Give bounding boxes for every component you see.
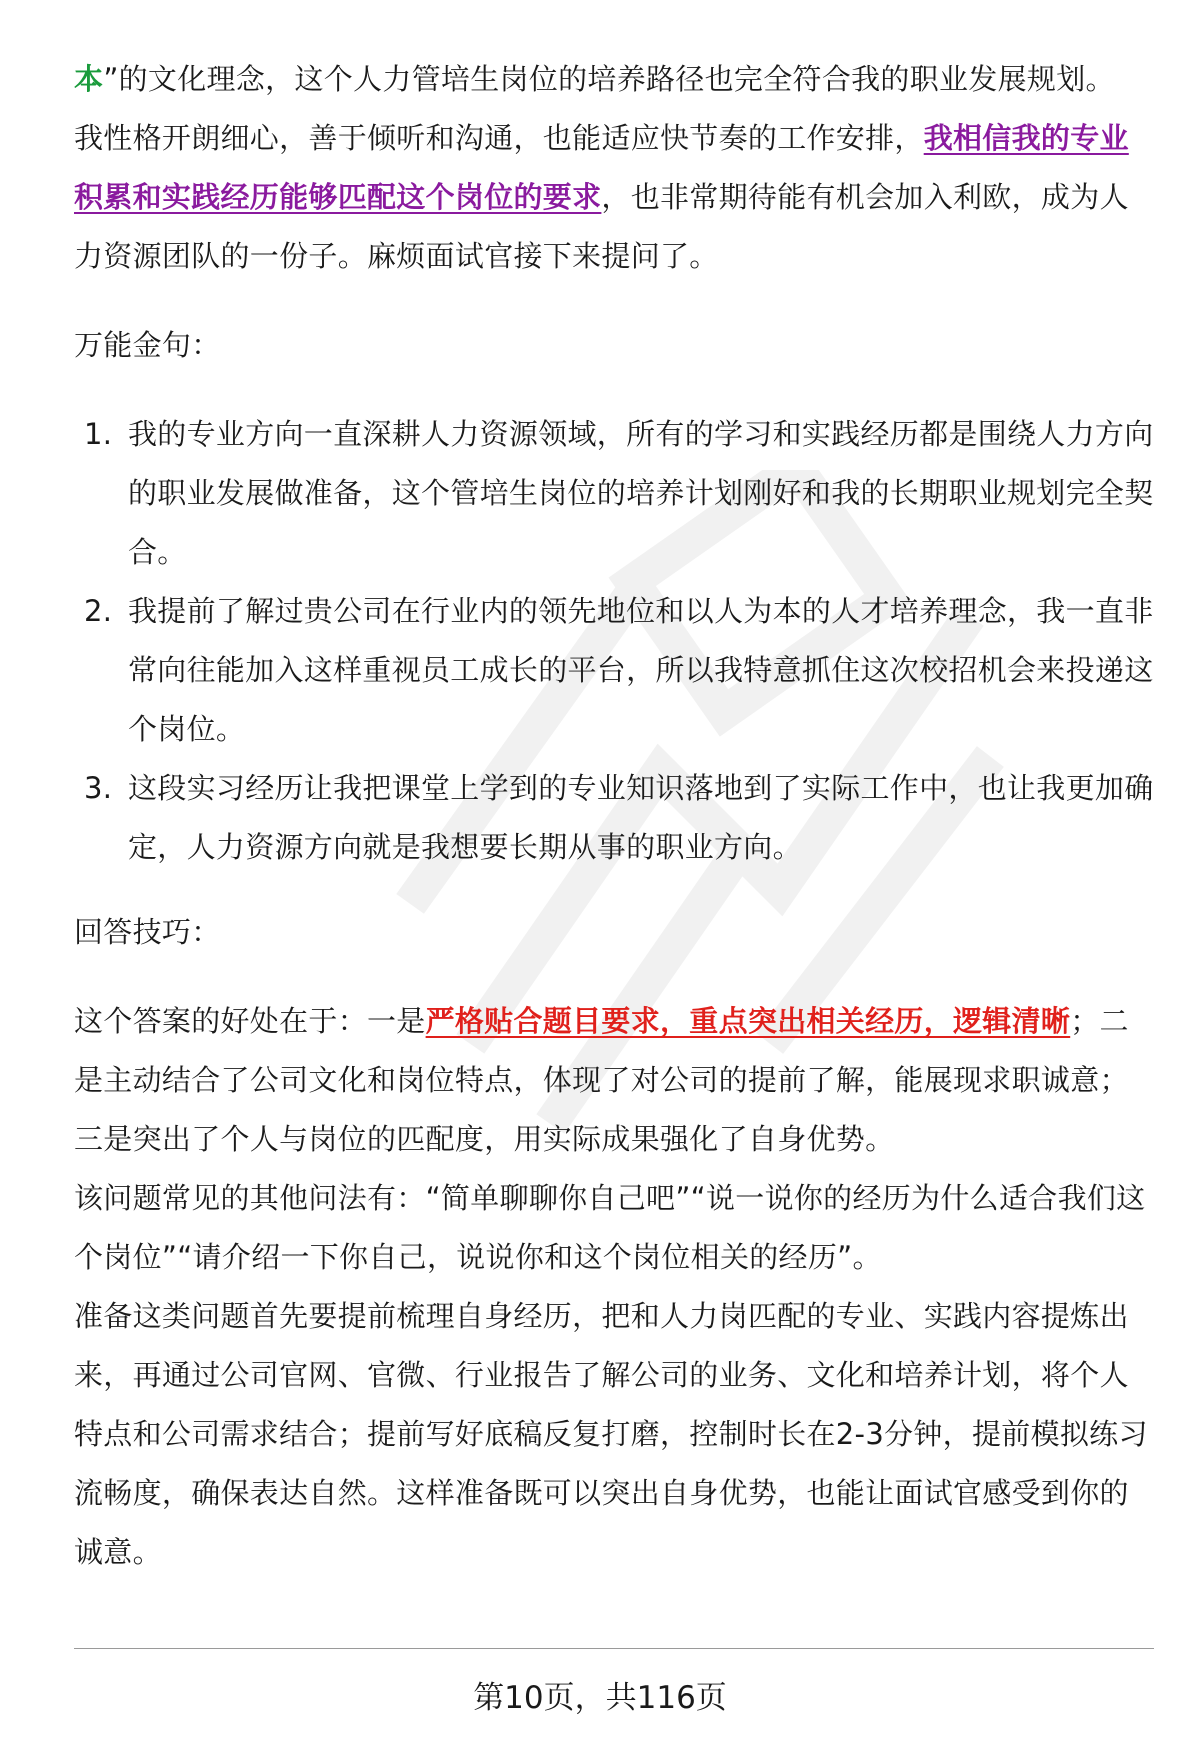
intro-paragraph (74, 50, 1154, 286)
tips-paragraph-2: 该问题常见的其他问法有：“简单聊聊你自己吧”“说一说你的经历为什么适合我们这个岗位”“请介绍一下你自己，说说你和这个岗位相关的经历”。 (74, 1181, 1146, 1274)
intro-line3: ，也非常期待能有机会加入利欧，成为人力资源团队的一份子。麻烦面试官接下来提问了。 (74, 180, 1129, 273)
page-content (74, 50, 1154, 1582)
intro-line1: ”的文化理念，这个人力管培生岗位的培养路径也完全符合我的职业发展规划。 (103, 62, 1115, 96)
footer-divider (74, 1648, 1154, 1649)
list-item-number: 2. (84, 594, 113, 628)
list-item (74, 759, 1154, 877)
list-item-text: 我提前了解过贵公司在行业内的领先地位和以人为本的人才培养理念，我一直非常向往能加入这样重视员工成长的平台，所以我特意抓住这次校招机会来投递这个岗位。 (128, 594, 1154, 746)
tips-p1-highlight: 严格贴合题目要求，重点突出相关经历，逻辑清晰 (425, 1004, 1071, 1038)
tips-p1-after: ；二是主动结合了公司文化和岗位特点，体现了对公司的提前了解，能展现求职诚意；三是突出了个人与岗位的匹配度，用实际成果强化了自身优势。 (74, 1004, 1129, 1156)
tips-heading: 回答技巧： (74, 915, 221, 949)
tips-paragraph-3: 准备这类问题首先要提前梳理自身经历，把和人力岗匹配的专业、实践内容提炼出来，再通过公司官网、官微、行业报告了解公司的业务、文化和培养计划，将个人特点和公司需求结合；提前写好底稿反复打磨，控制时长在2-3分钟，提前模拟练习流畅度，确保表达自然。这样准备既可以突出自身优势，也能让面试官感受到你的诚意。 (74, 1299, 1148, 1569)
golden-heading: 万能金句： (74, 328, 221, 362)
page-number: 第10页，共116页 (473, 1680, 727, 1716)
golden-list (74, 405, 1154, 877)
tips-p1-before: 这个答案的好处在于：一是 (74, 1004, 426, 1038)
list-item (74, 582, 1154, 759)
intro-highlight: 我相信我的专业积累和实践经历能够匹配这个岗位的要求 (74, 121, 1129, 214)
list-item (74, 405, 1154, 582)
intro-line2: 我性格开朗细心，善于倾听和沟通，也能适应快节奏的工作安排， (74, 121, 924, 155)
list-item-number: 3. (84, 771, 113, 805)
list-item-text: 这段实习经历让我把课堂上学到的专业知识落地到了实际工作中，也让我更加确定，人力资源方向就是我想要长期从事的职业方向。 (128, 771, 1154, 864)
list-item-text: 我的专业方向一直深耕人力资源领域，所有的学习和实践经历都是围绕人力方向的职业发展做准备，这个管培生岗位的培养计划刚好和我的长期职业规划完全契合。 (128, 417, 1154, 569)
intro-green-text: 本 (74, 62, 104, 96)
tips-paragraph-1 (74, 992, 1154, 1169)
list-item-number: 1. (84, 417, 113, 451)
